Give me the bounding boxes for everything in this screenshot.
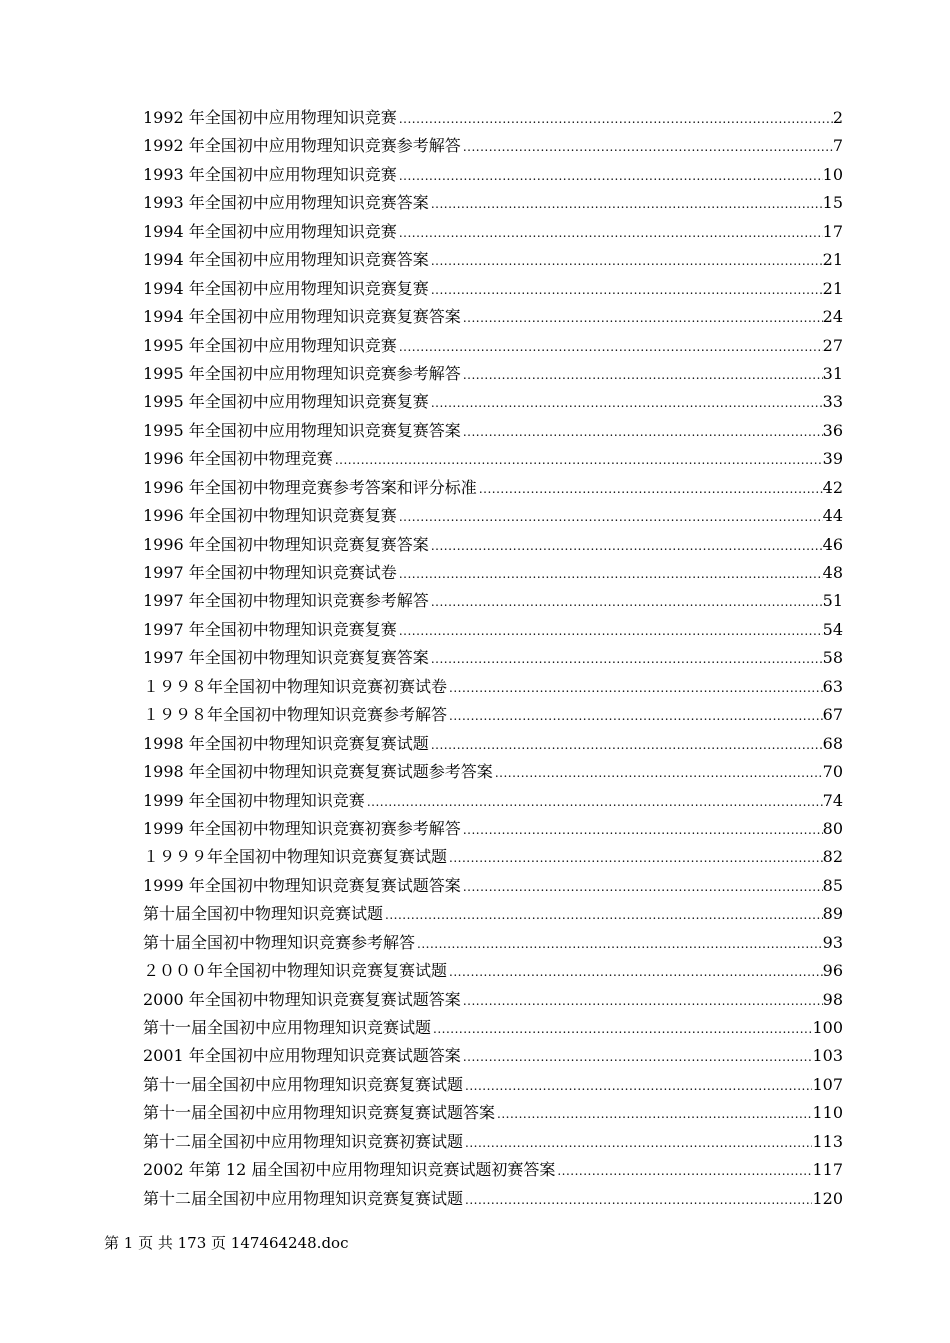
toc-entry-page-number: 63 [822, 676, 843, 696]
toc-entry-title: １９９８年全国初中物理知识竞赛参考解答 [143, 705, 448, 725]
toc-entry-page-number: 27 [822, 335, 843, 355]
toc-entry-title: 1999 年全国初中物理知识竞赛复赛试题答案 [143, 875, 461, 895]
toc-entry-page-number: 107 [812, 1074, 843, 1094]
dot-leader [477, 475, 823, 503]
toc-entry-title: ２０００年全国初中物理知识竞赛复赛试题 [143, 961, 448, 981]
toc-entry[interactable] [143, 161, 843, 189]
toc-entry[interactable] [143, 1014, 843, 1042]
dot-leader [461, 361, 823, 389]
toc-entry[interactable] [143, 587, 843, 615]
toc-entry-page-number: 24 [822, 307, 843, 327]
dot-leader [461, 987, 823, 1015]
dot-leader [447, 958, 823, 986]
toc-entry[interactable] [143, 474, 843, 502]
toc-entry-page-number: 42 [822, 477, 843, 497]
toc-entry[interactable] [143, 1128, 843, 1156]
toc-entry-page-number: 58 [822, 648, 843, 668]
toc-entry-page-number: 51 [822, 591, 843, 611]
toc-entry-page-number: 113 [812, 1131, 843, 1151]
toc-entry[interactable] [143, 360, 843, 388]
toc-entry-page-number: 120 [812, 1188, 843, 1208]
toc-entry-title: 1994 年全国初中应用物理知识竞赛答案 [143, 250, 429, 270]
toc-entry-page-number: 103 [812, 1046, 843, 1066]
toc-entry[interactable] [143, 730, 843, 758]
toc-entry-title: 第十一届全国初中应用物理知识竞赛复赛试题 [143, 1074, 464, 1094]
toc-entry-page-number: 93 [822, 932, 843, 952]
toc-entry-title: 1997 年全国初中物理知识竞赛参考解答 [143, 591, 429, 611]
toc-entry[interactable] [143, 445, 843, 473]
toc-entry-title: 第十届全国初中物理知识竞赛参考解答 [143, 932, 416, 952]
dot-leader [415, 930, 823, 958]
dot-leader [461, 304, 823, 332]
toc-entry-page-number: 110 [812, 1103, 843, 1123]
dot-leader [555, 1157, 812, 1185]
toc-entry-title: 1996 年全国初中物理竞赛参考答案和评分标准 [143, 477, 477, 497]
toc-entry-title: 2000 年全国初中物理知识竞赛复赛试题答案 [143, 989, 461, 1009]
toc-entry[interactable] [143, 787, 843, 815]
toc-entry[interactable] [143, 815, 843, 843]
toc-entry-title: 1995 年全国初中应用物理知识竞赛参考解答 [143, 363, 461, 383]
toc-entry[interactable] [143, 275, 843, 303]
toc-entry[interactable] [143, 246, 843, 274]
dot-leader [461, 816, 823, 844]
dot-leader [461, 133, 833, 161]
toc-entry-title: 1998 年全国初中物理知识竞赛复赛试题 [143, 733, 429, 753]
dot-leader [397, 560, 823, 588]
toc-entry[interactable] [143, 701, 843, 729]
toc-entry-page-number: 74 [822, 790, 843, 810]
toc-entry-title: 1995 年全国初中应用物理知识竞赛复赛 [143, 392, 429, 412]
toc-entry-page-number: 10 [822, 164, 843, 184]
toc-entry[interactable] [143, 502, 843, 530]
toc-entry[interactable] [143, 417, 843, 445]
dot-leader [463, 1072, 812, 1100]
toc-entry-title: 第十二届全国初中应用物理知识竞赛复赛试题 [143, 1188, 464, 1208]
toc-entry-title: 1995 年全国初中应用物理知识竞赛复赛答案 [143, 420, 461, 440]
dot-leader [429, 389, 823, 417]
dot-leader [447, 674, 823, 702]
toc-entry-page-number: 33 [822, 392, 843, 412]
toc-entry[interactable] [143, 986, 843, 1014]
page-footer: 第 1 页 共 173 页 147464248.doc [104, 1234, 349, 1252]
dot-leader [495, 1100, 812, 1128]
toc-entry-page-number: 100 [812, 1018, 843, 1037]
dot-leader [429, 190, 823, 218]
toc-entry-page-number: 17 [822, 221, 843, 241]
toc-entry-page-number: 70 [822, 762, 843, 782]
toc-entry[interactable] [143, 1099, 843, 1127]
toc-entry-page-number: 39 [822, 449, 843, 469]
dot-leader [397, 162, 823, 190]
toc-entry-page-number: 36 [822, 420, 843, 440]
toc-entry-title: 1997 年全国初中物理知识竞赛试卷 [143, 563, 397, 582]
toc-entry-title: 1996 年全国初中物理知识竞赛复赛 [143, 506, 397, 526]
toc-entry[interactable] [143, 104, 843, 132]
toc-entry[interactable] [143, 957, 843, 985]
toc-entry-title: 第十二届全国初中应用物理知识竞赛初赛试题 [143, 1131, 464, 1151]
toc-entry-title: 1993 年全国初中应用物理知识竞赛 [143, 164, 397, 184]
toc-entry-title: 1992 年全国初中应用物理知识竞赛参考解答 [143, 136, 461, 156]
toc-entry[interactable] [143, 900, 843, 928]
toc-entry-title: 1992 年全国初中应用物理知识竞赛 [143, 108, 397, 127]
toc-entry[interactable] [143, 872, 843, 900]
toc-entry-page-number: 67 [822, 705, 843, 725]
dot-leader [429, 532, 823, 560]
toc-entry[interactable] [143, 1156, 843, 1184]
toc-entry-title: １９９９年全国初中物理知识竞赛复赛试题 [143, 847, 448, 867]
toc-entry-page-number: 80 [822, 818, 843, 838]
toc-entry-title: 1998 年全国初中物理知识竞赛复赛试题参考答案 [143, 762, 493, 782]
dot-leader [429, 247, 823, 275]
toc-entry-page-number: 68 [822, 733, 843, 753]
toc-entry[interactable] [143, 673, 843, 701]
toc-entry-page-number: 21 [822, 250, 843, 270]
toc-entry-page-number: 54 [822, 619, 843, 639]
toc-entry[interactable] [143, 531, 843, 559]
toc-entry-title: 2001 年全国初中应用物理知识竞赛试题答案 [143, 1046, 461, 1066]
toc-entry-page-number: 21 [822, 278, 843, 298]
toc-entry-page-number: 117 [812, 1160, 843, 1180]
toc-entry-title: 1999 年全国初中物理知识竞赛 [143, 790, 365, 810]
dot-leader [397, 333, 823, 361]
toc-entry-page-number: 2 [832, 108, 843, 127]
dot-leader [429, 276, 823, 304]
toc-entry-page-number: 82 [822, 847, 843, 867]
dot-leader [365, 788, 823, 816]
dot-leader [461, 873, 823, 901]
dot-leader [461, 418, 823, 446]
dot-leader [463, 1129, 812, 1157]
toc-entry-page-number: 89 [822, 904, 843, 924]
toc-entry-page-number: 96 [822, 961, 843, 981]
dot-leader [397, 105, 833, 133]
toc-entry[interactable] [143, 1185, 843, 1213]
dot-leader [431, 1015, 812, 1043]
dot-leader [447, 844, 823, 872]
toc-entry[interactable] [143, 843, 843, 871]
toc-entry-title: 第十一届全国初中应用物理知识竞赛复赛试题答案 [143, 1103, 496, 1123]
toc-entry-page-number: 46 [822, 534, 843, 554]
toc-entry-title: 第十一届全国初中应用物理知识竞赛试题 [143, 1018, 432, 1037]
toc-entry-title: 1994 年全国初中应用物理知识竞赛复赛 [143, 278, 429, 298]
toc-entry-title: 1993 年全国初中应用物理知识竞赛答案 [143, 193, 429, 213]
toc-entry[interactable] [143, 644, 843, 672]
dot-leader [397, 503, 823, 531]
toc-entry-page-number: 85 [822, 875, 843, 895]
dot-leader [493, 759, 823, 787]
table-of-contents [143, 104, 843, 1213]
toc-entry[interactable] [143, 929, 843, 957]
toc-entry[interactable] [143, 616, 843, 644]
toc-entry[interactable] [143, 332, 843, 360]
toc-entry[interactable] [143, 1071, 843, 1099]
toc-entry-title: 1994 年全国初中应用物理知识竞赛复赛答案 [143, 307, 461, 327]
dot-leader [447, 702, 823, 730]
toc-entry-page-number: 44 [822, 506, 843, 526]
toc-entry-page-number: 31 [822, 363, 843, 383]
toc-entry[interactable] [143, 132, 843, 160]
toc-entry-page-number: 98 [822, 989, 843, 1009]
dot-leader [397, 617, 823, 645]
dot-leader [461, 1043, 813, 1071]
toc-entry[interactable] [143, 559, 843, 587]
toc-entry-page-number: 48 [822, 563, 843, 582]
toc-entry-title: 1996 年全国初中物理知识竞赛复赛答案 [143, 534, 429, 554]
toc-entry-title: 1997 年全国初中物理知识竞赛复赛 [143, 619, 397, 639]
toc-entry[interactable] [143, 388, 843, 416]
toc-entry[interactable] [143, 758, 843, 786]
toc-entry[interactable] [143, 1042, 843, 1070]
toc-entry[interactable] [143, 189, 843, 217]
dot-leader [383, 901, 823, 929]
toc-entry-page-number: 7 [832, 136, 843, 156]
dot-leader [429, 731, 823, 759]
toc-entry-title: 1994 年全国初中应用物理知识竞赛 [143, 221, 397, 241]
dot-leader [333, 446, 823, 474]
toc-entry-title: 1995 年全国初中应用物理知识竞赛 [143, 335, 397, 355]
dot-leader [429, 588, 823, 616]
toc-entry-title: 1997 年全国初中物理知识竞赛复赛答案 [143, 648, 429, 668]
dot-leader [463, 1186, 812, 1214]
toc-entry-title: 第十届全国初中物理知识竞赛试题 [143, 904, 384, 924]
toc-entry[interactable] [143, 218, 843, 246]
dot-leader [397, 219, 823, 247]
toc-entry-title: 2002 年第 12 届全国初中应用物理知识竞赛试题初赛答案 [143, 1160, 556, 1180]
dot-leader [429, 645, 823, 673]
toc-entry-page-number: 15 [822, 193, 843, 213]
toc-entry-title: 1999 年全国初中物理知识竞赛初赛参考解答 [143, 818, 461, 838]
toc-entry-title: 1996 年全国初中物理竞赛 [143, 449, 333, 469]
toc-entry-title: １９９８年全国初中物理知识竞赛初赛试卷 [143, 676, 448, 696]
toc-entry[interactable] [143, 303, 843, 331]
